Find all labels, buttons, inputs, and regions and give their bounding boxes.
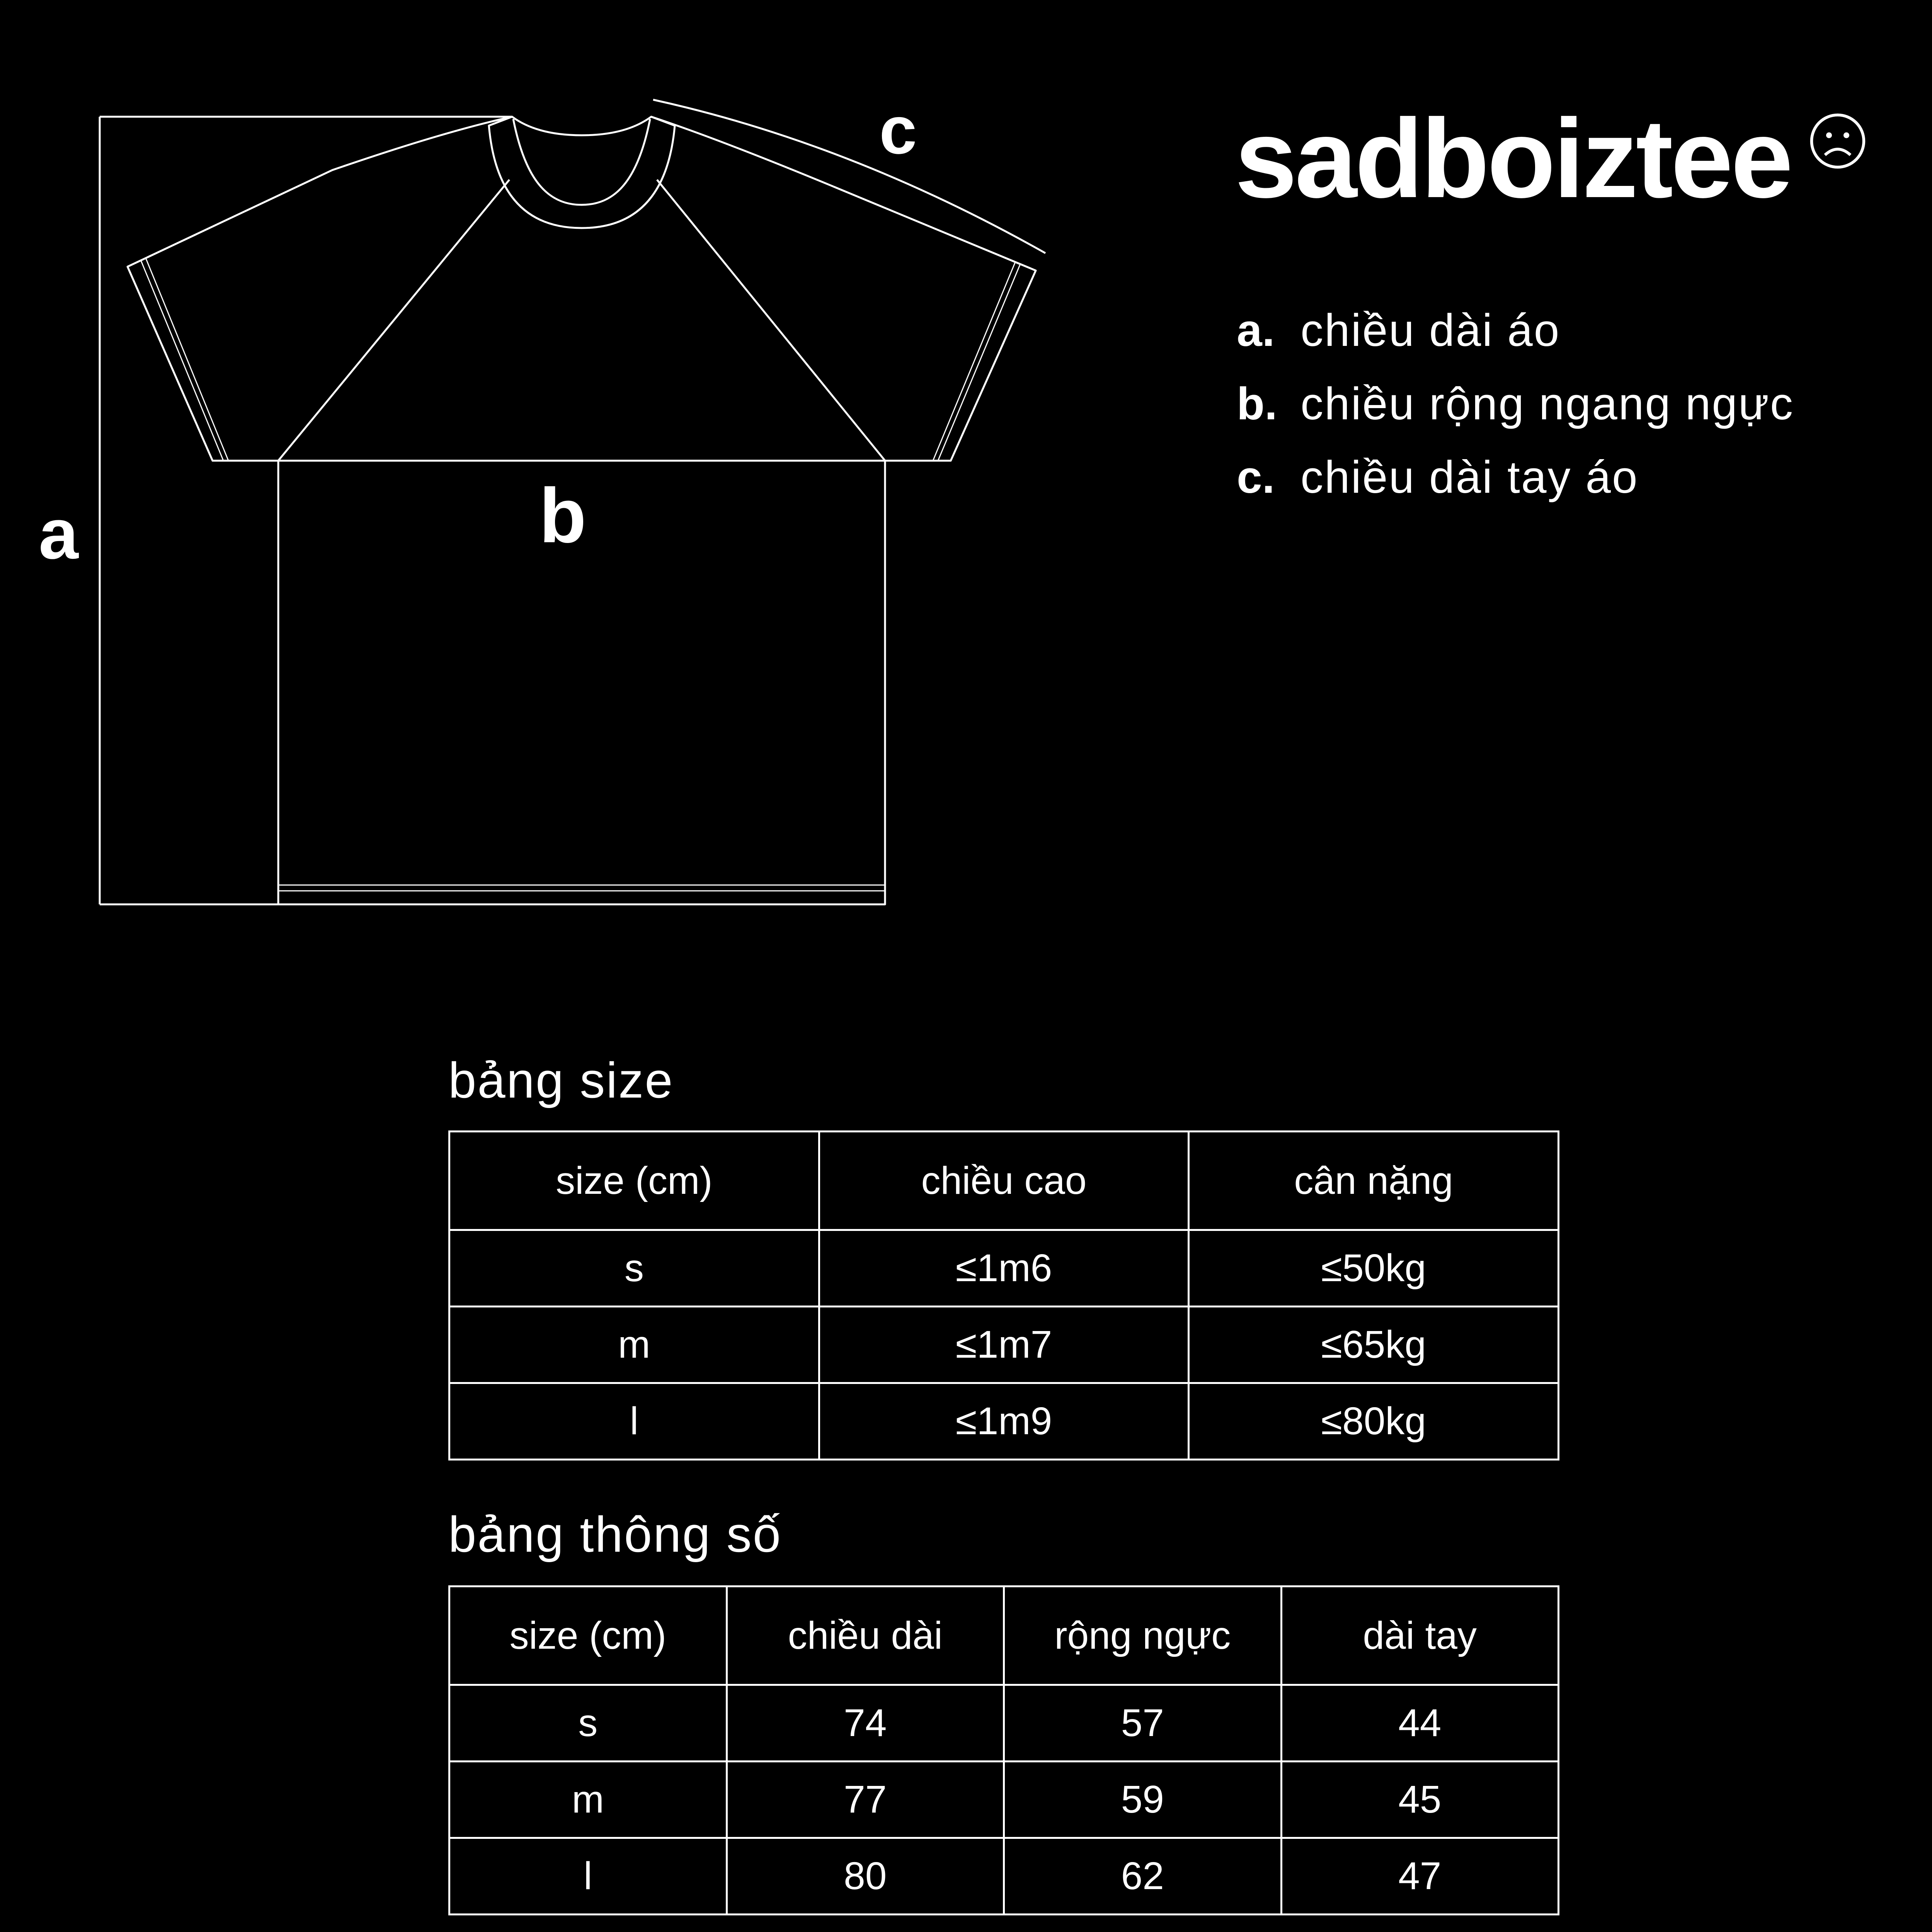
legend-item <box>1237 294 1794 367</box>
table-cell: 47 <box>1281 1838 1559 1915</box>
legend-key: a. <box>1237 305 1275 356</box>
dimension-label-b: b <box>539 473 587 559</box>
table-row <box>449 1762 1559 1838</box>
table-row <box>449 1685 1559 1762</box>
sad-face-icon <box>1809 112 1867 170</box>
table-header-row <box>449 1132 1559 1230</box>
table-row <box>449 1307 1559 1383</box>
table-row <box>449 1230 1559 1307</box>
table-cell: 57 <box>1004 1685 1282 1762</box>
table-cell: 59 <box>1004 1762 1282 1838</box>
table-cell: 45 <box>1281 1762 1559 1838</box>
left-cuff-stitch-2 <box>146 259 228 461</box>
table-header-cell: rộng ngực <box>1004 1586 1282 1685</box>
table-header-cell: size (cm) <box>449 1586 727 1685</box>
table-header-cell: dài tay <box>1281 1586 1559 1685</box>
table-cell: ≤1m6 <box>819 1230 1189 1307</box>
left-cuff-stitch-1 <box>141 261 223 461</box>
legend-text: chiều rộng ngang ngực <box>1300 378 1794 429</box>
table-cell: m <box>449 1307 819 1383</box>
table-cell: 80 <box>727 1838 1004 1915</box>
table-cell: s <box>449 1685 727 1762</box>
dimension-line-c <box>653 100 1045 253</box>
right-cuff-stitch-2 <box>933 262 1015 461</box>
brand-name: sadboiztee <box>1235 96 1791 221</box>
table-cell: s <box>449 1230 819 1307</box>
table-cell: 74 <box>727 1685 1004 1762</box>
table-cell: m <box>449 1762 727 1838</box>
spec-table <box>448 1585 1559 1915</box>
collar-inner <box>513 119 650 205</box>
table-cell: 44 <box>1281 1685 1559 1762</box>
left-raglan-seam <box>278 180 509 461</box>
table-cell: ≤1m7 <box>819 1307 1189 1383</box>
spec-table-title: bảng thông số <box>448 1506 782 1563</box>
table-header-cell: size (cm) <box>449 1132 819 1230</box>
legend-key: c. <box>1237 452 1275 503</box>
table-cell: l <box>449 1838 727 1915</box>
size-table-title: bảng size <box>448 1052 674 1108</box>
table-header-cell: chiều dài <box>727 1586 1004 1685</box>
dimension-label-a: a <box>39 494 78 574</box>
size-table <box>448 1130 1559 1460</box>
table-header-cell: cân nặng <box>1189 1132 1559 1230</box>
legend-key: b. <box>1237 378 1277 429</box>
table-row <box>449 1838 1559 1915</box>
dimension-label-c: c <box>879 93 917 168</box>
measurement-legend <box>1237 294 1794 514</box>
table-cell: ≤1m9 <box>819 1383 1189 1460</box>
table-cell: ≤65kg <box>1189 1307 1559 1383</box>
legend-item <box>1237 441 1794 514</box>
table-cell: 77 <box>727 1762 1004 1838</box>
legend-text: chiều dài áo <box>1300 305 1561 356</box>
legend-text: chiều dài tay áo <box>1300 452 1639 503</box>
right-cuff-stitch-1 <box>938 264 1020 461</box>
legend-item <box>1237 367 1794 441</box>
right-raglan-seam <box>657 180 885 461</box>
table-cell: l <box>449 1383 819 1460</box>
table-header-row <box>449 1586 1559 1685</box>
table-header-cell: chiều cao <box>819 1132 1189 1230</box>
table-row <box>449 1383 1559 1460</box>
table-cell: 62 <box>1004 1838 1282 1915</box>
table-cell: ≤80kg <box>1189 1383 1559 1460</box>
table-cell: ≤50kg <box>1189 1230 1559 1307</box>
